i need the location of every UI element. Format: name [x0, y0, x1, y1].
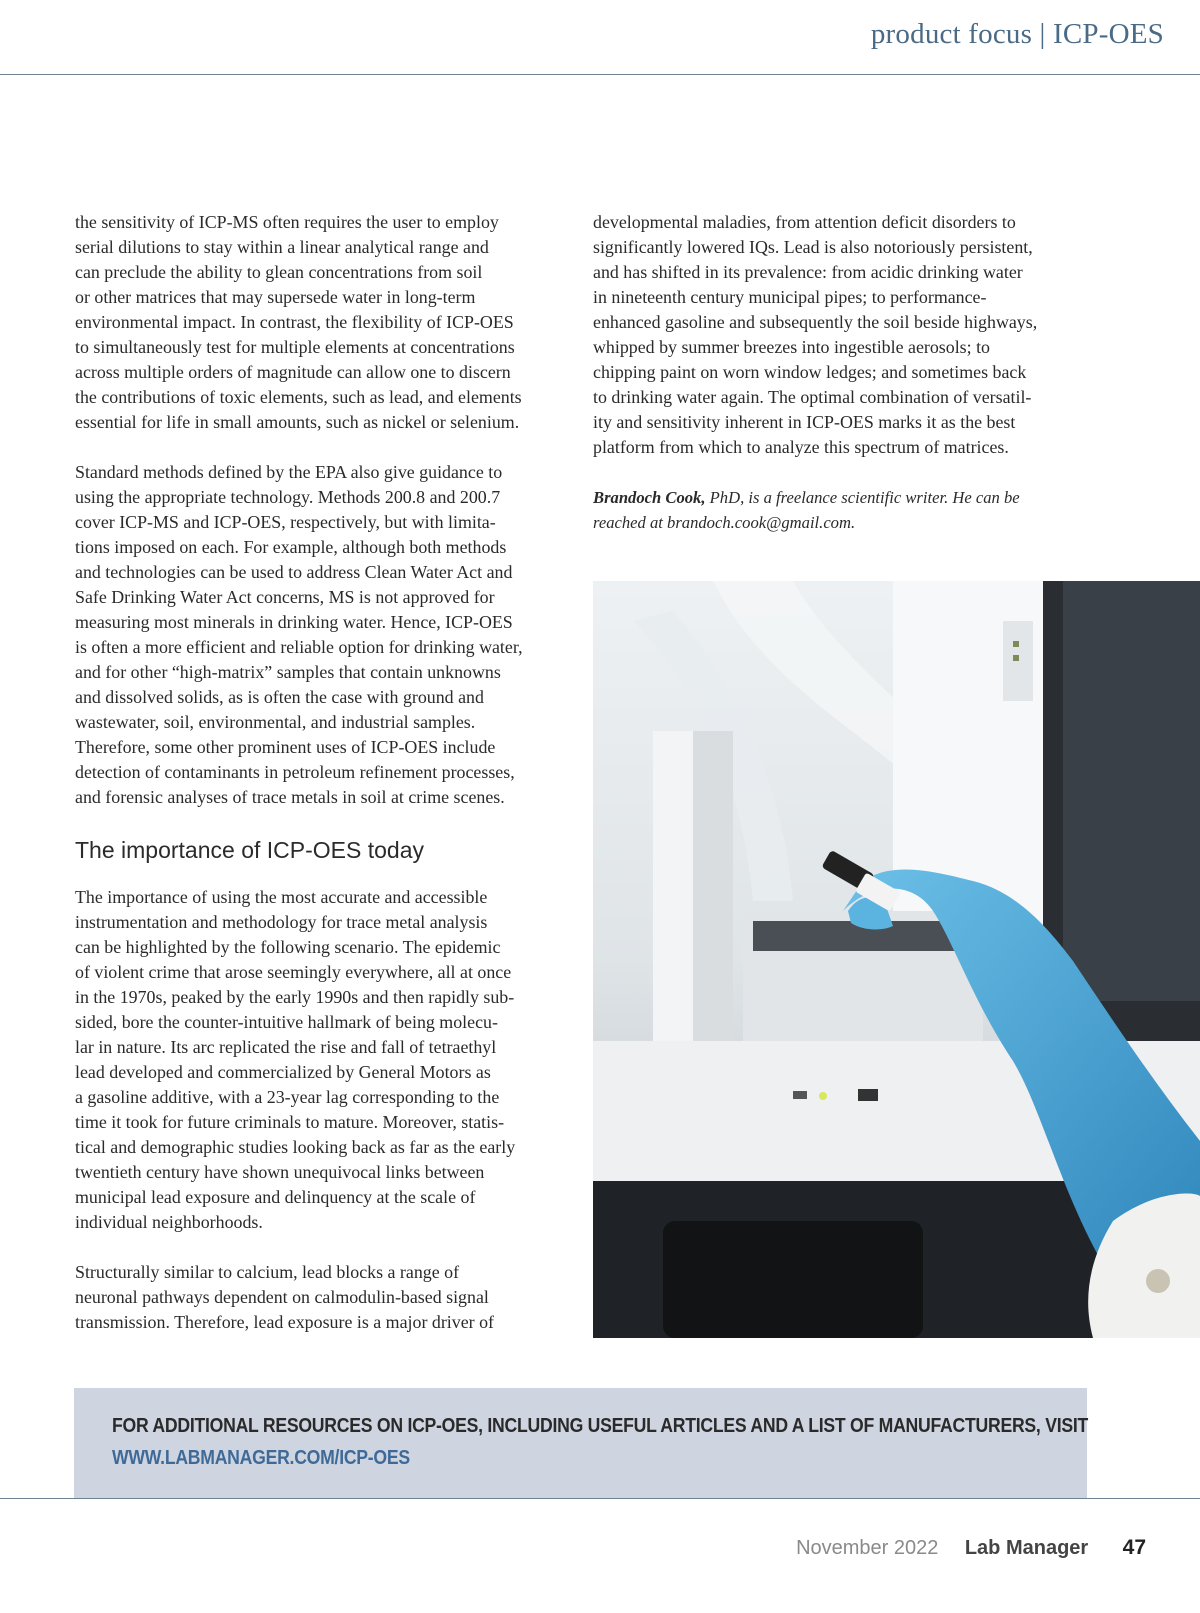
text-line: is often a more efficient and reliable option for drinking water, — [75, 637, 523, 657]
text-line: instrumentation and methodology for trace metal analysis — [75, 912, 488, 932]
page-footer — [796, 1536, 1146, 1560]
author-bio: PhD, is a freelance scientific writer. He can be — [705, 488, 1020, 507]
text-line: lead developed and commercialized by General Motors as — [75, 1062, 491, 1082]
text-line: tions imposed on each. For example, although both methods — [75, 537, 507, 557]
page-number: 47 — [1122, 1536, 1146, 1559]
text-line: municipal lead exposure and delinquency at the scale of — [75, 1187, 476, 1207]
text-line: or other matrices that may supersede water in long-term — [75, 287, 476, 307]
text-line: the sensitivity of ICP-MS often requires the user to employ — [75, 212, 499, 232]
text-line: neuronal pathways dependent on calmodulin-based signal — [75, 1287, 489, 1307]
text-line: can preclude the ability to glean concentrations from soil — [75, 262, 483, 282]
author-byline — [593, 485, 1093, 535]
text-line: measuring most minerals in drinking water. Hence, ICP-OES — [75, 612, 513, 632]
text-line: to drinking water again. The optimal combination of versatil- — [593, 387, 1032, 407]
text-line: Therefore, some other prominent uses of ICP-OES include — [75, 737, 496, 757]
text-line: cover ICP-MS and ICP-OES, respectively, but with limita- — [75, 512, 496, 532]
text-line: can be highlighted by the following scenario. The epidemic — [75, 937, 501, 957]
paragraph — [75, 1260, 573, 1335]
left-column — [75, 210, 573, 1335]
text-line: chipping paint on worn window ledges; and sometimes back — [593, 362, 1027, 382]
lab-photo — [593, 581, 1200, 1338]
text-line: and dissolved solids, as is often the case with ground and — [75, 687, 484, 707]
text-line: in nineteenth century municipal pipes; to performance- — [593, 287, 987, 307]
text-line: and forensic analyses of trace metals in soil at crime scenes. — [75, 787, 505, 807]
text-line: ity and sensitivity inherent in ICP-OES marks it as the best — [593, 412, 1016, 432]
text-line: lar in nature. Its arc replicated the rise and fall of tetraethyl — [75, 1037, 497, 1057]
text-line: and has shifted in its prevalence: from acidic drinking water — [593, 262, 1023, 282]
text-line: Standard methods defined by the EPA also give guidance to — [75, 462, 503, 482]
callout-link[interactable]: WWW.LABMANAGER.COM/ICP-OES — [112, 1446, 410, 1469]
text-line: and for other “high-matrix” samples that contain unknowns — [75, 662, 501, 682]
text-line: individual neighborhoods. — [75, 1212, 263, 1232]
text-line: transmission. Therefore, lead exposure is a major driver of — [75, 1312, 494, 1332]
text-line: essential for life in small amounts, such as nickel or selenium. — [75, 412, 520, 432]
text-line: sided, bore the counter-intuitive hallmark of being molecu- — [75, 1012, 498, 1032]
paragraph — [75, 885, 573, 1235]
text-line: and technologies can be used to address Clean Water Act and — [75, 562, 513, 582]
paragraph — [75, 460, 573, 810]
right-column — [593, 210, 1093, 535]
text-line: significantly lowered IQs. Lead is also notoriously persistent, — [593, 237, 1033, 257]
text-line: enhanced gasoline and subsequently the soil beside highways, — [593, 312, 1038, 332]
text-line: time it took for future criminals to mature. Moreover, statis- — [75, 1112, 505, 1132]
text-line: to simultaneously test for multiple elements at concentrations — [75, 337, 515, 357]
header-divider — [0, 74, 1200, 75]
issue-date: November 2022 — [796, 1537, 939, 1559]
text-line: The importance of using the most accurate and accessible — [75, 887, 488, 907]
section-header: product focus | ICP-OES — [870, 18, 1164, 50]
text-line: in the 1970s, peaked by the early 1990s and then rapidly sub- — [75, 987, 515, 1007]
text-line: wastewater, soil, environmental, and industrial samples. — [75, 712, 476, 732]
text-line: using the appropriate technology. Methods 200.8 and 200.7 — [75, 487, 501, 507]
text-line: a gasoline additive, with a 23-year lag corresponding to the — [75, 1087, 500, 1107]
text-line: tical and demographic studies looking back as far as the early — [75, 1137, 516, 1157]
text-line: Safe Drinking Water Act concerns, MS is not approved for — [75, 587, 495, 607]
text-line: the contributions of toxic elements, such as lead, and elements — [75, 387, 522, 407]
lab-photo-illustration — [593, 581, 1200, 1338]
paragraph — [75, 210, 573, 435]
callout-text: FOR ADDITIONAL RESOURCES ON ICP-OES, INCLUDING USEFUL ARTICLES AND A LIST OF MANUFACTURERS, VISIT — [112, 1414, 1089, 1437]
text-line: platform from which to analyze this spectrum of matrices. — [593, 437, 1009, 457]
magazine-name: Lab Manager — [964, 1537, 1089, 1559]
text-line: environmental impact. In contrast, the flexibility of ICP-OES — [75, 312, 514, 332]
paragraph — [593, 210, 1093, 460]
author-name: Brandoch Cook, — [593, 488, 706, 507]
resources-callout — [74, 1388, 1087, 1498]
section-heading: The importance of ICP-OES today — [75, 837, 424, 863]
footer-divider — [0, 1498, 1200, 1499]
author-contact: reached at brandoch.cook@gmail.com. — [593, 513, 856, 532]
text-line: serial dilutions to stay within a linear analytical range and — [75, 237, 489, 257]
text-line: Structurally similar to calcium, lead blocks a range of — [75, 1262, 460, 1282]
text-line: of violent crime that arose seemingly everywhere, all at once — [75, 962, 512, 982]
text-line: developmental maladies, from attention deficit disorders to — [593, 212, 1016, 232]
text-line: across multiple orders of magnitude can allow one to discern — [75, 362, 511, 382]
text-line: detection of contaminants in petroleum refinement processes, — [75, 762, 515, 782]
text-line: whipped by summer breezes into ingestible aerosols; to — [593, 337, 990, 357]
text-line: twentieth century have shown unequivocal links between — [75, 1162, 485, 1182]
